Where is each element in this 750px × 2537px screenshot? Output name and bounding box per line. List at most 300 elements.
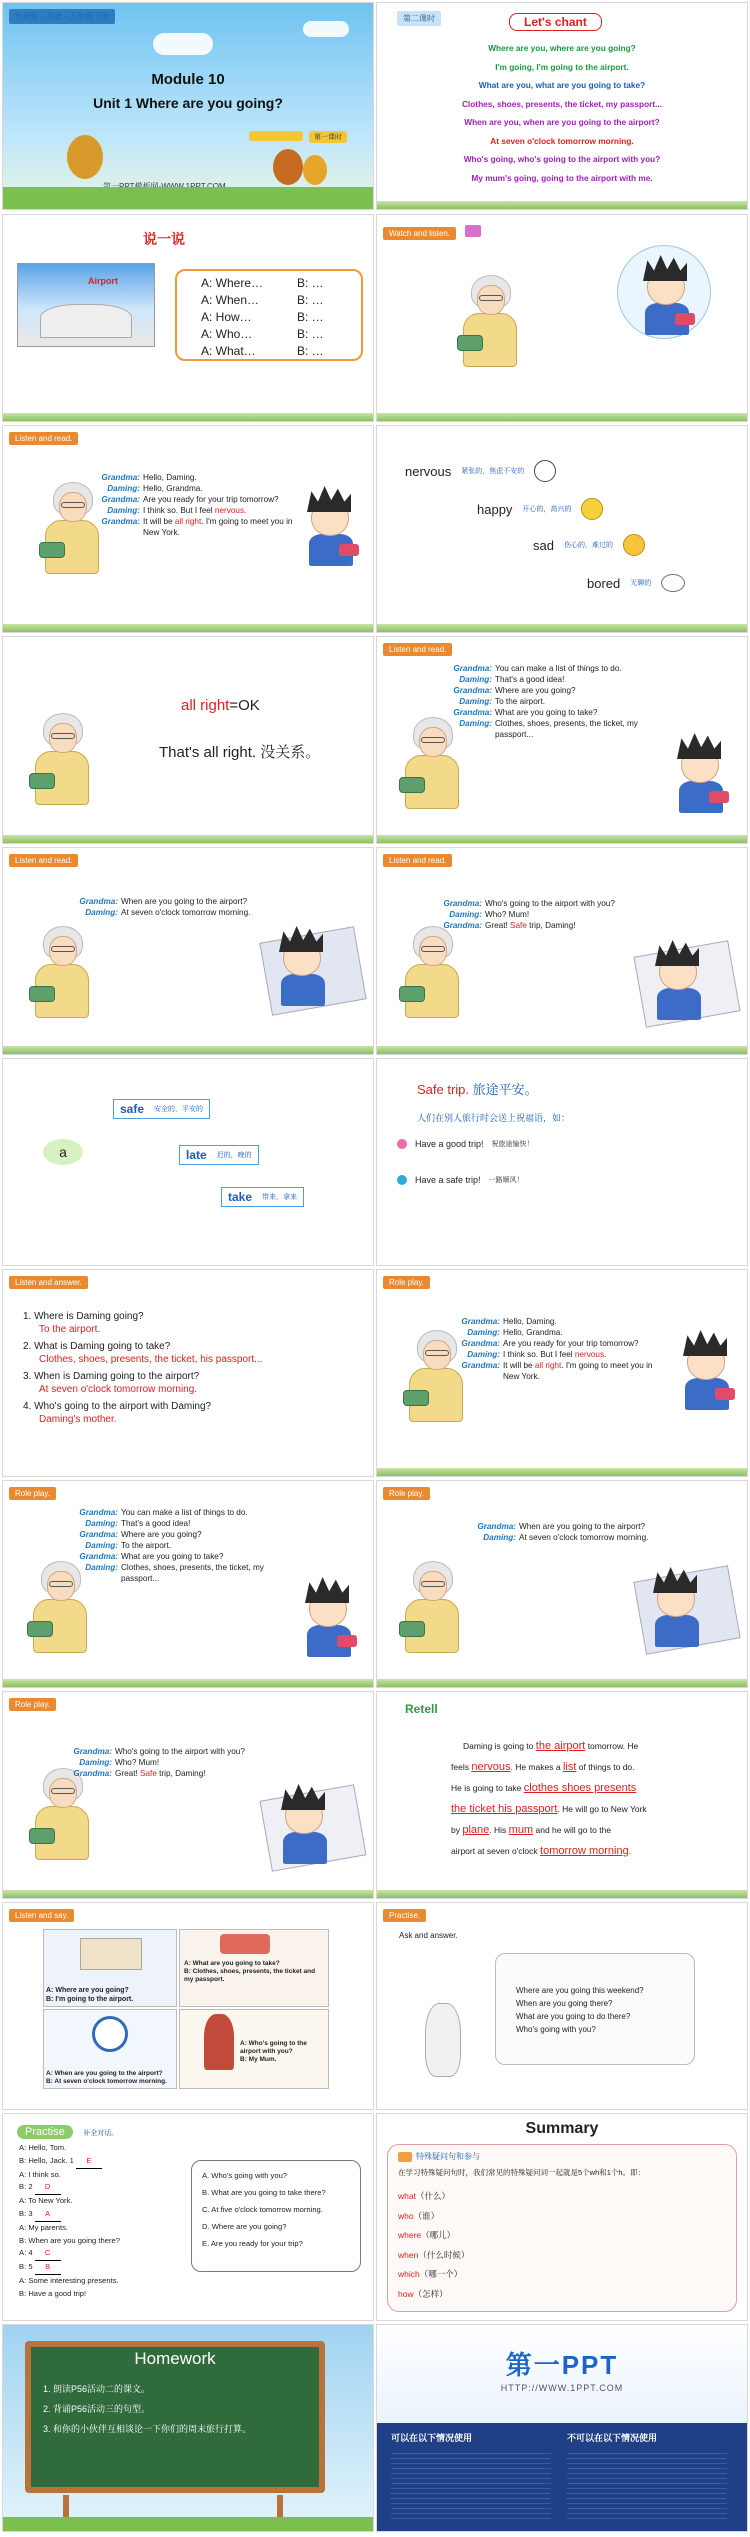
fill-speaker: B: — [19, 2262, 27, 2272]
chalkboard — [25, 2341, 325, 2493]
speaker: Daming: — [467, 1328, 500, 1337]
option: C. At five o'clock tomorrow morning. — [202, 2205, 323, 2214]
fill-answer[interactable]: A — [35, 2208, 61, 2222]
brand-logo: 第一PPT — [505, 2350, 619, 2380]
module-title: Module 10 — [151, 71, 225, 88]
word-card — [179, 1145, 259, 1165]
greeting-item — [397, 1175, 524, 1185]
line-text — [143, 516, 301, 538]
fill-line — [19, 2235, 179, 2248]
tree-icon — [303, 155, 327, 185]
speaker: Grandma: — [73, 1769, 112, 1778]
fill-answer[interactable]: E — [76, 2155, 102, 2169]
fill-text: I think so. — [28, 2169, 61, 2179]
fill-text: When are you going there? — [28, 2235, 120, 2245]
qa-row — [201, 292, 361, 309]
qa-row — [201, 326, 361, 343]
slide-listen-read-1[interactable] — [2, 425, 374, 633]
dialogue — [69, 896, 259, 918]
speaker: Grandma: — [461, 1361, 500, 1370]
grandma-illustration — [29, 1768, 95, 1860]
dialogue — [467, 1521, 657, 1543]
dialogue — [91, 472, 301, 538]
fill-text: Have a good trip! — [28, 2288, 87, 2298]
wh-cn: （哪儿） — [421, 2230, 456, 2240]
slide-role-play-4[interactable] — [2, 1691, 374, 1899]
section-tag: Practise. — [383, 1909, 426, 1922]
line-text-after: . — [604, 1350, 607, 1359]
line-text: Clothes, shoes, presents, the ticket, my passport... — [121, 1563, 264, 1583]
lesson-button-2[interactable]: 第一课时 — [309, 131, 347, 143]
dialogue-line — [91, 472, 301, 483]
wh-cn: （什么） — [415, 2191, 450, 2201]
mother-icon — [204, 2014, 234, 2070]
speaker: Daming: — [85, 1541, 118, 1550]
vocab-meaning: 伤心的，难过的 — [563, 542, 613, 549]
dialogue-line — [451, 1349, 661, 1360]
luggage-icon — [220, 1934, 270, 1954]
dialogue-line — [451, 1338, 661, 1349]
bullet-icon — [397, 1175, 407, 1185]
picture-panel — [179, 2009, 329, 2089]
slide-safe-trip[interactable] — [376, 1058, 748, 1266]
speaker: Daming: — [483, 1533, 516, 1542]
fill-speaker: A: — [19, 2248, 27, 2258]
grandma-illustration — [29, 926, 95, 1018]
brand-banner — [377, 2325, 747, 2423]
line-text: Are you ready for your trip tomorrow? — [143, 495, 279, 504]
qa-b: B: … — [297, 310, 324, 324]
daming-illustration — [299, 486, 359, 566]
phrase-equals: =OK — [229, 697, 260, 714]
daming-illustration — [273, 1784, 333, 1864]
line-text: What are you going to take? — [121, 1552, 224, 1561]
line-text: Who's going to the airport with you? — [115, 1747, 245, 1756]
speaker: Grandma: — [79, 1508, 118, 1517]
cloud — [303, 21, 349, 37]
wh-en: where — [398, 2230, 422, 2240]
speaker: Daming: — [107, 484, 140, 493]
fill-speaker: B: — [19, 2288, 27, 2298]
summary-box — [387, 2144, 737, 2312]
dialogue — [451, 1316, 661, 1382]
slide-role-play-2[interactable] — [2, 1480, 374, 1688]
chant-line: What are you, what are you going to take? — [478, 80, 646, 90]
ground — [377, 413, 747, 421]
clock-icon — [92, 2016, 128, 2052]
chant-line: Where are you, where are you going? — [488, 43, 636, 53]
dialogue-line — [467, 1521, 657, 1532]
word-meaning: 迟的，晚的 — [216, 1152, 252, 1159]
speaker: Daming: — [449, 910, 482, 919]
fill-answer[interactable]: C — [35, 2247, 61, 2261]
fill-text: To New York. — [28, 2196, 73, 2206]
slide-listen-answer[interactable] — [2, 1269, 374, 1477]
slide-credits[interactable] — [376, 2324, 748, 2532]
dialogue — [63, 1746, 273, 1779]
ground — [3, 1890, 373, 1898]
dialogue-line — [433, 909, 643, 920]
line-text: Who? Mum! — [115, 1758, 160, 1767]
section-tag: Role play. — [383, 1276, 430, 1289]
section-tag: Role play. — [383, 1487, 430, 1500]
line-text-after: . I'm going to meet you in New York. — [143, 517, 293, 537]
ground — [377, 1468, 747, 1476]
safe-trip-note: 人们在别人旅行时会送上祝福语，如： — [417, 1113, 571, 1123]
slide-title[interactable] — [2, 2, 374, 210]
daming-illustration — [297, 1577, 357, 1657]
ground — [377, 835, 747, 843]
caption — [184, 1960, 324, 1984]
wh-en: who — [398, 2210, 414, 2221]
line-text — [503, 1349, 606, 1360]
slide-retell[interactable] — [376, 1691, 748, 1899]
slide-listen-read-3[interactable] — [2, 847, 374, 1055]
retell-line — [451, 1799, 733, 1820]
summary-title: Summary — [525, 2120, 599, 2137]
picture-panel — [43, 1929, 177, 2007]
qa-row — [201, 309, 361, 326]
retell-fill: the airport — [535, 1740, 586, 1752]
section-tag: Listen and read. — [9, 854, 78, 867]
speaker: Grandma: — [73, 1747, 112, 1756]
chant-line: When are you, when are you going to the airport? — [464, 117, 660, 127]
scroll-question: When are you going there? — [516, 1999, 613, 2008]
dialogue-line — [91, 483, 301, 494]
vocab-word: bored — [587, 575, 621, 591]
fill-text: Hello, Tom. — [28, 2143, 67, 2152]
line-text: Are you ready for your trip tomorrow? — [503, 1339, 639, 1348]
dialogue-line — [443, 663, 643, 674]
picture-panel — [179, 1929, 329, 2007]
caption-line: A: What are you going to take? — [184, 1960, 280, 1967]
speaker: Daming: — [85, 908, 118, 917]
retell-line — [451, 1820, 733, 1841]
slide-speak[interactable] — [2, 214, 374, 422]
line-text-before: I think so. But I feel — [503, 1350, 575, 1359]
wh-cn: （什么时候） — [418, 2249, 470, 2260]
line-text: At seven o'clock tomorrow morning. — [121, 908, 251, 917]
question: 4. Who's going to the airport with Daming? — [23, 1401, 212, 1412]
example-sentence: That's all right. — [159, 744, 257, 761]
qa-row — [201, 343, 361, 360]
fill-line — [19, 2275, 179, 2288]
option: B. What are you going to take there? — [202, 2188, 326, 2197]
wh-cn: （怎样） — [413, 2288, 448, 2299]
vocab-row — [405, 460, 556, 482]
fill-line — [19, 2261, 179, 2275]
grandma-illustration — [29, 713, 95, 805]
retell-text-part: . He will go to New York — [557, 1804, 647, 1814]
line-text-after: trip, Daming! — [526, 921, 576, 930]
line-text: Clothes, shoes, presents, the ticket, my passport... — [495, 719, 638, 739]
ground — [377, 1679, 747, 1687]
greeting-en: Have a safe trip! — [415, 1175, 481, 1185]
line-text: That's a good idea! — [495, 675, 565, 684]
wh-word-list — [398, 2187, 469, 2304]
keyword-highlight: all right — [534, 1361, 562, 1370]
fill-text: Hello, Jack. 1 — [28, 2155, 74, 2165]
line-text — [143, 505, 246, 516]
fill-text: My parents. — [28, 2222, 68, 2232]
vocab-meaning: 紧张的，焦虑不安的 — [461, 468, 525, 475]
line-text: That's a good idea! — [121, 1519, 191, 1528]
scroll-paper — [495, 1953, 695, 2065]
dialogue — [69, 1507, 269, 1584]
summary-intro: 在学习特殊疑问句时，我们常见的特殊疑问词一起就是5个wh和1个h。即： — [398, 2168, 646, 2177]
line-text: What are you going to take? — [495, 708, 598, 717]
slide-role-play-1[interactable] — [376, 1269, 748, 1477]
slide-role-play-3[interactable] — [376, 1480, 748, 1688]
word: take — [228, 1190, 253, 1204]
speaker: Grandma: — [79, 897, 118, 906]
line-text: Who's going to the airport with you? — [485, 899, 615, 908]
grandma-illustration — [399, 926, 465, 1018]
speaker: Grandma: — [101, 495, 140, 504]
fill-speaker: A: — [19, 2275, 27, 2285]
fill-speaker: B: — [19, 2235, 27, 2245]
keyword-highlight: Safe — [140, 1769, 157, 1778]
speaker: Grandma: — [461, 1317, 500, 1326]
rabbit-illustration — [425, 2003, 461, 2077]
fill-speaker: B: — [19, 2155, 27, 2165]
chant-line: I'm going, I'm going to the airport. — [495, 61, 629, 72]
chant-title: Let's chant — [509, 13, 602, 31]
retell-text — [451, 1736, 733, 1862]
vocab-word: sad — [533, 537, 554, 553]
caption-line: B: I'm going to the airport. — [46, 1996, 134, 2003]
greeting-en: Have a good trip! — [415, 1139, 484, 1149]
keyword-highlight: Safe — [510, 921, 527, 930]
wh-word — [398, 2226, 469, 2246]
slide-feelings[interactable] — [376, 425, 748, 633]
line-text: Hello, Daming. — [503, 1317, 557, 1326]
dialogue-line — [467, 1532, 657, 1543]
wh-word — [398, 2207, 469, 2227]
cloud — [153, 33, 213, 55]
line-text: Where are you going? — [121, 1530, 202, 1539]
line-text: You can make a list of things to do. — [121, 1508, 248, 1517]
vocab-meaning: 无聊的 — [630, 580, 652, 587]
slide-summary[interactable] — [376, 2113, 748, 2321]
speaker: Daming: — [459, 697, 492, 706]
line-text: Hello, Daming. — [143, 473, 197, 482]
ground — [3, 1679, 373, 1687]
title-cn: 旅途平安。 — [472, 1082, 538, 1097]
dialogue-line — [63, 1757, 273, 1768]
ground — [377, 1890, 747, 1898]
section-tag: Watch and listen. — [383, 227, 456, 240]
fill-line — [19, 2155, 179, 2169]
dialogue-line — [69, 1551, 269, 1562]
dialogue-line — [63, 1768, 273, 1779]
caption — [46, 2070, 167, 2086]
qa-b: B: … — [297, 327, 324, 341]
fill-speaker: B: — [19, 2208, 27, 2218]
retell-text-part: Daming is going to — [463, 1741, 534, 1751]
bored-face-icon — [661, 574, 685, 592]
tree-icon — [67, 135, 103, 179]
word: safe — [120, 1102, 145, 1116]
usage-lines — [567, 2449, 727, 2519]
scroll-question: Who's going with you? — [516, 2025, 596, 2034]
vocab-word: nervous — [405, 463, 452, 479]
grass — [3, 187, 373, 209]
fill-speaker: A: — [19, 2169, 27, 2179]
speaker: Daming: — [79, 1758, 112, 1767]
keyword-highlight: nervous — [574, 1350, 605, 1359]
chant-line: Clothes, shoes, presents, the ticket, my passport... — [461, 98, 663, 109]
slide-listen-read-2[interactable] — [376, 636, 748, 844]
retell-text-part: feels — [451, 1762, 469, 1772]
usage-forbidden-heading: 不可以在以下情况使用 — [567, 2433, 658, 2443]
wh-en: when — [398, 2249, 419, 2260]
retell-fill: clothes shoes presents — [523, 1782, 637, 1794]
fill-line — [19, 2195, 179, 2208]
daming-illustration — [635, 255, 695, 335]
homework-list — [43, 2379, 313, 2439]
dialogue-line — [433, 898, 643, 909]
qa-list — [23, 1310, 262, 1426]
greeting-item — [397, 1139, 534, 1149]
slide-listen-say[interactable] — [2, 1902, 374, 2110]
qa-row — [201, 275, 361, 292]
speaker: Daming: — [459, 675, 492, 684]
line-text: To the airport. — [121, 1541, 172, 1550]
fill-line — [19, 2169, 179, 2182]
instruction: Ask and answer. — [399, 1931, 458, 1940]
line-text-before: Great! — [485, 921, 511, 930]
retell-line — [463, 1736, 733, 1757]
answer: Clothes, shoes, presents, the ticket, his passport... — [39, 1354, 263, 1365]
dialogue-line — [69, 1529, 269, 1540]
fill-text: 4 — [28, 2248, 33, 2258]
wh-en: what — [398, 2191, 416, 2201]
speaker: Grandma: — [79, 1530, 118, 1539]
retell-text-part: . His — [489, 1825, 507, 1835]
fill-text: 5 — [28, 2262, 33, 2272]
speaker: Daming: — [467, 1350, 500, 1359]
caption — [46, 1986, 133, 2004]
wh-word — [398, 2187, 469, 2207]
homework-item: 3. 和你的小伙伴互相谈论一下你们的周末旅行打算。 — [43, 2424, 252, 2434]
grandma-illustration — [399, 1561, 465, 1653]
fill-answer[interactable]: D — [35, 2181, 61, 2195]
bullet-icon — [397, 1139, 407, 1149]
question: 1. Where is Daming going? — [23, 1311, 144, 1322]
qa-b: B: … — [297, 276, 324, 290]
qa-a: A: Who… — [201, 327, 253, 341]
speaker: Grandma: — [443, 921, 482, 930]
line-text: Hello, Grandma. — [503, 1328, 563, 1337]
line-text-before: It will be — [503, 1361, 535, 1370]
letter-bubble: a — [43, 1139, 83, 1165]
speaker: Daming: — [85, 1519, 118, 1528]
homework-item: 2. 背诵P56活动三的句型。 — [43, 2404, 151, 2414]
dialogue-line — [443, 685, 643, 696]
speaker: Grandma: — [101, 473, 140, 482]
dialogue-line — [69, 907, 259, 918]
usage-lines — [391, 2449, 551, 2519]
slide-homework[interactable] — [2, 2324, 374, 2532]
answer: Daming's mother. — [39, 1414, 117, 1425]
question: 3. When is Daming going to the airport? — [23, 1371, 200, 1382]
sad-face-icon — [623, 534, 645, 556]
slide-practise-fill[interactable] — [2, 2113, 374, 2321]
fill-text: 3 — [28, 2208, 33, 2218]
keyword-highlight: nervous — [214, 506, 245, 515]
line-text-before: Great! — [115, 1769, 141, 1778]
dialogue-line — [69, 896, 259, 907]
slide-listen-read-4[interactable] — [376, 847, 748, 1055]
retell-fill: mum — [508, 1824, 534, 1836]
vocab-row — [533, 534, 645, 556]
brand-url[interactable]: HTTP://WWW.1PPT.COM — [500, 2383, 624, 2393]
options-box — [191, 2160, 361, 2272]
line-text: Who? Mum! — [485, 910, 530, 919]
fill-line — [19, 2142, 179, 2155]
dialogue — [433, 898, 643, 931]
word: late — [186, 1148, 207, 1162]
line-text: You can make a list of things to do. — [495, 664, 622, 673]
dialogue-line — [63, 1746, 273, 1757]
dialogue-line — [451, 1316, 661, 1327]
section-tag: Listen and read. — [9, 432, 78, 445]
pencil-icon — [398, 2152, 412, 2162]
lesson-tag: 第二课时 — [397, 11, 441, 26]
wh-en: which — [398, 2269, 420, 2279]
caption-line: B: At seven o'clock tomorrow morning. — [46, 2078, 167, 2085]
summary-subtitle-text: 特殊疑问句和参与 — [416, 2152, 480, 2161]
slide-all-right[interactable] — [2, 636, 374, 844]
qa-b: B: … — [297, 344, 324, 358]
retell-line — [451, 1757, 733, 1778]
word-card — [221, 1187, 304, 1207]
wh-word — [398, 2285, 469, 2305]
line-text: Where are you going? — [495, 686, 576, 695]
keyword-highlight: all right — [174, 517, 202, 526]
dialogue-line — [451, 1327, 661, 1338]
section-tag: Role play. — [9, 1487, 56, 1500]
slide-chant[interactable] — [376, 2, 748, 210]
dialogue-fill — [19, 2142, 179, 2301]
dialogue-line — [69, 1562, 269, 1584]
caption-line: B: Clothes, shoes, presents, the ticket and my passport. — [184, 1968, 316, 1983]
speaker: Daming: — [85, 1563, 118, 1572]
lesson-button-1[interactable] — [249, 131, 303, 141]
question: 2. What is Daming going to take? — [23, 1341, 171, 1352]
video-play-icon[interactable] — [465, 225, 481, 237]
qa-a: A: What… — [201, 344, 256, 358]
slide-letter-a[interactable] — [2, 1058, 374, 1266]
line-text-before: I think so. But I feel — [143, 506, 215, 515]
airport-building-icon — [80, 1938, 142, 1970]
wh-en: how — [398, 2288, 414, 2299]
title-en: Practise — [17, 2125, 73, 2139]
terminal-building — [40, 304, 132, 338]
slide-watch[interactable] — [376, 214, 748, 422]
chant-line: My mum's going, going to the airport with me. — [471, 172, 653, 183]
fill-answer[interactable]: B — [35, 2261, 61, 2275]
ground — [3, 413, 373, 421]
fill-line — [19, 2247, 179, 2261]
caption — [240, 2040, 328, 2064]
slide-practise-ask[interactable] — [376, 1902, 748, 2110]
word-meaning: 安全的，平安的 — [154, 1106, 204, 1113]
retell-text-part: airport at seven o'clock — [451, 1846, 538, 1856]
speaker: Grandma: — [101, 517, 140, 526]
vocab-word: happy — [477, 501, 513, 517]
